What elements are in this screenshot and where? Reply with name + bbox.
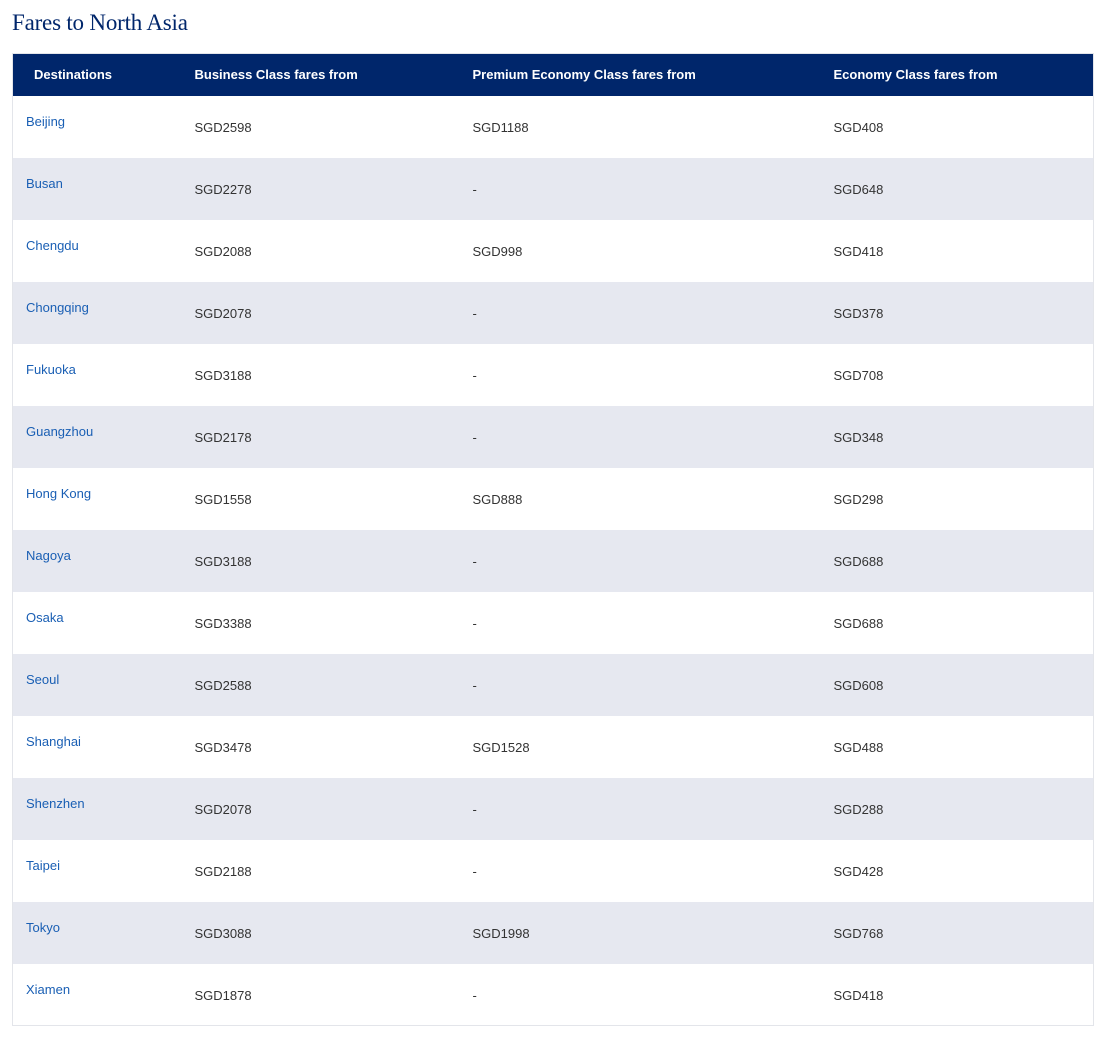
destination-cell (13, 592, 183, 654)
premium-economy-fare-cell: SGD1188 (472, 120, 529, 135)
business-fare-cell: SGD1878 (194, 987, 252, 1003)
premium-economy-fare-cell: - (472, 678, 477, 693)
business-fare-cell: SGD2178 (194, 430, 252, 445)
page-title: Fares to North Asia (12, 10, 188, 35)
table-row (13, 654, 1094, 716)
table-row (13, 96, 1094, 158)
destination-link[interactable]: Osaka (26, 609, 64, 625)
business-fare-cell: SGD3388 (194, 616, 252, 631)
economy-fare-cell: SGD408 (833, 120, 884, 135)
table-header-row (13, 54, 1094, 96)
destination-link[interactable]: Xiamen (26, 981, 71, 997)
table-row (13, 282, 1094, 344)
economy-fare-cell: SGD418 (833, 244, 884, 259)
table-row (13, 716, 1094, 778)
destination-link[interactable]: Beijing (26, 113, 66, 129)
table-row (13, 406, 1094, 468)
business-fare-cell: SGD2188 (194, 864, 252, 879)
fares-table (12, 53, 1094, 1026)
premium-economy-fare-cell: - (472, 864, 477, 879)
header-premium-economy-class: Premium Economy Class fares from (472, 67, 696, 83)
destination-cell (13, 282, 183, 344)
premium-economy-fare-cell: - (472, 802, 477, 817)
business-fare-cell: SGD2598 (194, 120, 252, 135)
business-fare-cell: SGD2278 (194, 182, 252, 197)
destination-cell (13, 840, 183, 902)
destination-link[interactable]: Shenzhen (26, 795, 85, 811)
destination-link[interactable]: Shanghai (26, 733, 81, 749)
economy-fare-cell: SGD688 (833, 616, 884, 631)
business-fare-cell: SGD2078 (194, 802, 252, 817)
destination-link[interactable]: Hong Kong (26, 485, 92, 501)
table-row (13, 158, 1094, 220)
premium-economy-fare-cell: - (472, 182, 477, 197)
economy-fare-cell: SGD488 (833, 740, 884, 755)
premium-economy-fare-cell: SGD888 (472, 492, 523, 507)
destination-link[interactable]: Nagoya (26, 547, 71, 563)
table-row (13, 964, 1094, 1026)
table-row (13, 840, 1094, 902)
destination-link[interactable]: Chengdu (26, 237, 79, 253)
premium-economy-fare-cell: - (472, 987, 477, 1003)
premium-economy-fare-cell: - (472, 554, 477, 569)
table-row (13, 902, 1094, 964)
destination-cell (13, 406, 183, 468)
premium-economy-fare-cell: - (472, 306, 477, 321)
economy-fare-cell: SGD298 (833, 492, 884, 507)
destination-link[interactable]: Chongqing (26, 299, 89, 315)
premium-economy-fare-cell: SGD998 (472, 244, 523, 259)
economy-fare-cell: SGD708 (833, 368, 884, 383)
business-fare-cell: SGD2078 (194, 306, 252, 321)
business-fare-cell: SGD2088 (194, 244, 252, 259)
destination-link[interactable]: Tokyo (26, 919, 60, 935)
destination-cell (13, 158, 183, 220)
business-fare-cell: SGD3478 (194, 740, 252, 755)
destination-cell (13, 530, 183, 592)
economy-fare-cell: SGD688 (833, 554, 884, 569)
header-destinations: Destinations (34, 67, 113, 83)
premium-economy-fare-cell: - (472, 368, 477, 383)
destination-cell (13, 344, 183, 406)
destination-link[interactable]: Seoul (26, 671, 60, 687)
premium-economy-fare-cell: SGD1528 (472, 740, 530, 755)
destination-cell (13, 468, 183, 530)
economy-fare-cell: SGD288 (833, 802, 884, 817)
premium-economy-fare-cell: SGD1998 (472, 926, 530, 941)
economy-fare-cell: SGD648 (833, 182, 884, 197)
business-fare-cell: SGD1558 (194, 492, 252, 507)
destination-link[interactable]: Fukuoka (26, 361, 76, 377)
economy-fare-cell: SGD378 (833, 306, 884, 321)
table-row (13, 468, 1094, 530)
table-row (13, 592, 1094, 654)
destination-cell (13, 964, 183, 1026)
premium-economy-fare-cell: - (472, 616, 477, 631)
destination-cell (13, 654, 183, 716)
economy-fare-cell: SGD428 (833, 864, 884, 879)
table-row (13, 530, 1094, 592)
destination-link[interactable]: Busan (26, 175, 63, 191)
header-business-class: Business Class fares from (194, 67, 358, 83)
table-row (13, 220, 1094, 282)
destination-cell (13, 220, 183, 282)
business-fare-cell: SGD3088 (194, 926, 252, 941)
table-row (13, 778, 1094, 840)
business-fare-cell: SGD3188 (194, 368, 252, 383)
header-economy-class: Economy Class fares from (833, 67, 998, 83)
premium-economy-fare-cell: - (472, 430, 477, 445)
economy-fare-cell: SGD608 (833, 678, 884, 693)
economy-fare-cell: SGD768 (833, 926, 884, 941)
destination-cell (13, 96, 183, 158)
economy-fare-cell: SGD348 (833, 430, 884, 445)
table-row (13, 344, 1094, 406)
economy-fare-cell: SGD418 (833, 987, 884, 1003)
destination-link[interactable]: Guangzhou (26, 423, 94, 439)
business-fare-cell: SGD2588 (194, 678, 252, 693)
business-fare-cell: SGD3188 (194, 554, 252, 569)
destination-link[interactable]: Taipei (26, 857, 60, 873)
destination-cell (13, 902, 183, 964)
destination-cell (13, 778, 183, 840)
destination-cell (13, 716, 183, 778)
